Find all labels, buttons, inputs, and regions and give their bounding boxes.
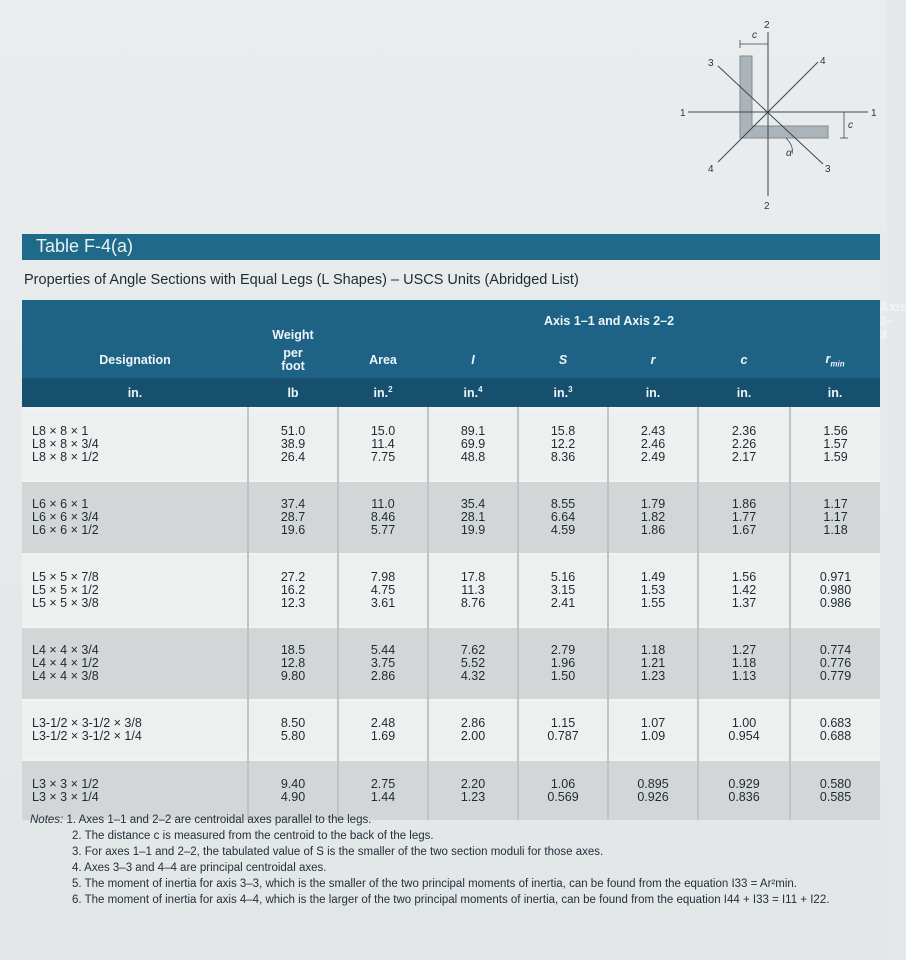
cell-weight: [248, 481, 338, 554]
rmin-value: 1.17: [823, 510, 848, 524]
S-value: 8.55: [550, 497, 576, 511]
diagram-label: 2: [764, 20, 770, 31]
cell-designation: [22, 760, 248, 820]
c-value: 1.37: [731, 596, 757, 610]
cell-c: [698, 481, 790, 554]
weight-value: 4.90: [280, 789, 306, 804]
table-body: [22, 408, 880, 820]
c-value: 0.954: [728, 729, 760, 743]
header-weight-line1: Weight: [272, 328, 314, 342]
area-value: 11.0: [371, 497, 395, 511]
I-value: 2.86: [460, 716, 486, 730]
designation-value: L6 × 6 × 3/4: [32, 510, 99, 524]
header-weight: per foot: [281, 346, 305, 373]
weight-value: 12.3: [280, 596, 306, 610]
diagram-label: 2: [764, 201, 770, 212]
cell-r: [608, 627, 698, 700]
angle-shape: [740, 56, 828, 138]
c-value: 1.56: [731, 570, 757, 584]
weight-value: 26.4: [280, 450, 306, 464]
header-group-axis-1-2: Axis 1–1 and Axis 2–2: [543, 314, 675, 328]
r-value: 1.21: [640, 656, 666, 670]
cell-S: [518, 700, 608, 760]
note-2: 2. The distance c is measured from the centroid to the back of the legs.: [72, 830, 434, 842]
area-value: 3.75: [370, 656, 396, 670]
diagram-label: 3: [708, 58, 714, 69]
cell-S: [518, 627, 608, 700]
area-value: 15.0: [370, 424, 396, 438]
table-row-group: [22, 408, 880, 481]
c-value: 1.18: [731, 656, 757, 670]
cell-S: [518, 554, 608, 627]
I-value: 7.62: [460, 643, 486, 657]
diagram-label: c: [848, 120, 853, 131]
area-value: 5.77: [370, 523, 396, 537]
cell-I: [428, 760, 518, 820]
unit-designation: in.: [127, 385, 143, 400]
cell-area: [338, 627, 428, 700]
designation-value: L5 × 5 × 3/8: [32, 596, 99, 610]
I-value: 11.3: [461, 583, 485, 597]
rmin-value: 0.776: [819, 656, 852, 670]
c-value: 2.26: [731, 437, 757, 451]
cell-c: [698, 554, 790, 627]
cell-I: [428, 408, 518, 481]
diagram-label: 1: [871, 108, 877, 119]
cell-designation: [22, 554, 248, 627]
S-value: 2.79: [550, 643, 576, 657]
weight-value: 9.40: [280, 776, 306, 791]
notes-section: [30, 812, 870, 908]
r-value: 1.07: [640, 716, 666, 730]
rmin-value: 1.56: [823, 424, 848, 438]
cell-rmin: [790, 700, 880, 760]
area-value: 7.75: [370, 450, 396, 464]
table-title-bar: [22, 234, 880, 260]
I-value: 2.20: [460, 776, 486, 791]
weight-value: 8.50: [280, 716, 306, 730]
diagram-label: 1: [680, 108, 686, 119]
I-value: 1.23: [460, 789, 486, 804]
header-rmin: $r_{min}$: [825, 351, 845, 369]
cell-I: [428, 481, 518, 554]
table-row-group: [22, 481, 880, 554]
rmin-value: 1.17: [823, 497, 848, 511]
designation-value: L3 × 3 × 1/4: [32, 789, 99, 804]
r-value: 1.82: [640, 510, 666, 524]
cell-r: [608, 554, 698, 627]
diagram-label: 3: [825, 164, 831, 175]
designation-value: L8 × 8 × 1: [32, 424, 89, 438]
cell-weight: [248, 700, 338, 760]
rmin-value: 0.585: [819, 789, 852, 804]
cell-weight: [248, 408, 338, 481]
unit-c: in.: [736, 385, 752, 400]
designation-value: L3-1/2 × 3-1/2 × 3/8: [32, 716, 142, 730]
S-value: 3.15: [550, 583, 576, 597]
weight-value: 27.2: [280, 570, 306, 584]
r-value: 0.926: [637, 789, 669, 804]
cell-area: [338, 760, 428, 820]
area-value: 2.48: [370, 716, 396, 730]
cell-S: [518, 481, 608, 554]
S-value: 6.64: [550, 510, 576, 524]
area-value: 8.46: [370, 510, 396, 524]
table-subtitle: Properties of Angle Sections with Equal Legs (L Shapes) – USCS Units (Abridged List): [24, 272, 579, 288]
note-6: 6. The moment of inertia for axis 4–4, which is the larger of the two principal moments of inertia, can be found from the equation I44 + I33 = I11 + I22.: [72, 894, 830, 906]
area-value: 1.69: [370, 729, 396, 743]
designation-value: L3 × 3 × 1/2: [32, 776, 99, 791]
I-value: 4.32: [460, 669, 486, 683]
cell-rmin: [790, 408, 880, 481]
cell-c: [698, 627, 790, 700]
unit-area: in.$^2$: [373, 384, 393, 401]
weight-value: 18.5: [280, 643, 306, 657]
r-value: 1.53: [640, 583, 666, 597]
cell-rmin: [790, 554, 880, 627]
S-value: 1.15: [550, 716, 576, 730]
cell-area: [338, 481, 428, 554]
rmin-value: 0.779: [819, 669, 852, 683]
c-value: 0.836: [728, 789, 760, 804]
area-value: 3.61: [370, 596, 396, 610]
area-value: 2.75: [370, 776, 396, 791]
cell-rmin: [790, 627, 880, 700]
I-value: 2.00: [460, 729, 486, 743]
area-value: 5.44: [370, 643, 396, 657]
cell-S: [518, 760, 608, 820]
cell-I: [428, 700, 518, 760]
S-value: 8.36: [550, 450, 576, 464]
rmin-value: 1.18: [823, 523, 848, 537]
I-value: 89.1: [460, 424, 486, 438]
header-c: c: [740, 353, 748, 367]
header-S: S: [558, 353, 568, 367]
cell-weight: [248, 760, 338, 820]
r-value: 1.23: [640, 669, 666, 683]
c-value: 1.86: [731, 497, 757, 511]
area-value: 4.75: [370, 583, 396, 597]
diagram-label: α: [786, 148, 792, 159]
weight-value: 5.80: [280, 729, 306, 743]
cell-area: [338, 554, 428, 627]
r-value: 2.49: [640, 450, 666, 464]
diagram-label: c: [752, 30, 757, 41]
S-value: 2.41: [550, 596, 576, 610]
I-value: 48.8: [460, 450, 486, 464]
table-title: Table F-4(a): [36, 236, 134, 256]
designation-value: L8 × 8 × 1/2: [32, 450, 99, 464]
designation-value: L4 × 4 × 1/2: [32, 656, 99, 670]
weight-value: 9.80: [280, 669, 306, 683]
cell-rmin: [790, 760, 880, 820]
table-row-group: [22, 760, 880, 820]
cell-r: [608, 760, 698, 820]
S-value: 0.787: [547, 729, 579, 743]
note-1: Notes: 1. Axes 1–1 and 2–2 are centroidal axes parallel to the legs.: [30, 814, 372, 826]
diagram-label: 4: [820, 56, 826, 67]
designation-value: L6 × 6 × 1: [32, 497, 89, 511]
unit-S: in.$^3$: [553, 384, 573, 401]
c-value: 1.67: [731, 523, 757, 537]
I-value: 17.8: [460, 570, 486, 584]
header-I: I: [471, 353, 475, 367]
cell-c: [698, 760, 790, 820]
rmin-value: 0.683: [819, 716, 852, 730]
header-designation: Designation: [99, 353, 171, 367]
designation-value: L6 × 6 × 1/2: [32, 523, 99, 537]
rmin-value: 0.986: [819, 596, 852, 610]
cell-designation: [22, 408, 248, 481]
unit-weight: lb: [287, 385, 299, 400]
S-value: 12.2: [550, 437, 576, 451]
unit-rmin: in.: [827, 385, 843, 400]
S-value: 1.96: [550, 656, 576, 670]
S-value: 1.50: [550, 669, 576, 683]
c-value: 1.00: [731, 716, 757, 730]
designation-value: L5 × 5 × 7/8: [32, 570, 99, 584]
r-value: 2.43: [640, 424, 666, 438]
r-value: 1.09: [640, 729, 666, 743]
cell-S: [518, 408, 608, 481]
cell-I: [428, 627, 518, 700]
cell-designation: [22, 627, 248, 700]
designation-value: L8 × 8 × 3/4: [32, 437, 99, 451]
c-value: 1.42: [731, 583, 757, 597]
I-value: 5.52: [460, 656, 486, 670]
c-value: 0.929: [728, 776, 760, 791]
r-value: 2.46: [640, 437, 666, 451]
cell-rmin: [790, 481, 880, 554]
diagram-label: 4: [708, 164, 714, 175]
cell-I: [428, 554, 518, 627]
weight-value: 38.9: [280, 437, 306, 451]
area-value: 11.4: [371, 437, 395, 451]
c-value: 1.27: [731, 643, 757, 657]
cell-area: [338, 408, 428, 481]
cell-designation: [22, 700, 248, 760]
c-value: 2.36: [731, 424, 757, 438]
weight-value: 12.8: [280, 656, 306, 670]
cell-r: [608, 481, 698, 554]
S-value: 15.8: [550, 424, 576, 438]
cell-weight: [248, 627, 338, 700]
I-value: 35.4: [460, 497, 486, 511]
weight-value: 16.2: [280, 583, 306, 597]
angle-section-diagram: [668, 14, 883, 214]
designation-value: L3-1/2 × 3-1/2 × 1/4: [32, 729, 142, 743]
S-value: 0.569: [547, 789, 579, 804]
S-value: 4.59: [550, 523, 576, 537]
cell-c: [698, 700, 790, 760]
I-value: 8.76: [460, 596, 486, 610]
header-r: r: [650, 353, 656, 367]
I-value: 19.9: [460, 523, 486, 537]
rmin-value: 0.971: [819, 570, 852, 584]
r-value: 1.79: [640, 497, 666, 511]
r-value: 1.49: [640, 570, 666, 584]
cell-area: [338, 700, 428, 760]
r-value: 1.18: [640, 643, 666, 657]
I-value: 69.9: [460, 437, 486, 451]
cell-weight: [248, 554, 338, 627]
r-value: 0.895: [637, 776, 669, 791]
area-value: 1.44: [370, 789, 396, 804]
cell-r: [608, 700, 698, 760]
S-value: 5.16: [550, 570, 576, 584]
S-value: 1.06: [550, 776, 576, 791]
I-value: 28.1: [460, 510, 486, 524]
cell-c: [698, 408, 790, 481]
weight-value: 28.7: [280, 510, 306, 524]
rmin-value: 0.774: [819, 643, 852, 657]
header-area: Area: [369, 353, 397, 367]
rmin-value: 0.688: [819, 729, 852, 743]
c-value: 1.13: [731, 669, 757, 683]
designation-value: L4 × 4 × 3/4: [32, 643, 99, 657]
note-3: 3. For axes 1–1 and 2–2, the tabulated value of S is the smaller of the two section moduli for those axes.: [72, 846, 604, 858]
unit-r: in.: [645, 385, 661, 400]
rmin-value: 0.580: [819, 776, 852, 791]
cell-designation: [22, 481, 248, 554]
cell-r: [608, 408, 698, 481]
table-row-group: [22, 554, 880, 627]
note-4: 4. Axes 3–3 and 4–4 are principal centroidal axes.: [72, 862, 327, 874]
weight-value: 19.6: [280, 523, 306, 537]
r-value: 1.55: [640, 596, 666, 610]
weight-value: 37.4: [280, 497, 306, 511]
rmin-value: 1.59: [823, 450, 848, 464]
designation-value: L5 × 5 × 1/2: [32, 583, 99, 597]
weight-value: 51.0: [280, 424, 306, 438]
note-5: 5. The moment of inertia for axis 3–3, which is the smaller of the two principal moments of inertia, can be found from the equation I33 = Ar²min.: [72, 878, 797, 890]
unit-I: in.$^4$: [463, 384, 483, 401]
header-spacer: [338, 300, 428, 342]
area-value: 7.98: [370, 570, 396, 584]
header-spacer: [790, 300, 880, 342]
angle-properties-table: Weight Axis 1–1 and Axis 2–2 Axis 3–3 Designation per foot Area I S r c $r_{min}$ in. lb in.$^2$ in.$^4$ in.$^3$ in. in. in. L8 × 8 × 1 L8 × 8 × 3/4 L8 × 8 × 1/2 51.0 38.9 26.4 15.0 11.4 7.75 89.1 69.9 48.8 15.8 12.2 8.36 2.43 2.46 2.49 2.36 2.26 2.17 1.56 1.57 1.59 L6 × 6 × 1 L6 × 6 × 3/4 L6 × 6 × 1/2 37.4 28.7 19.6 11.0 8.46 5.77 35.4 28.1 19.9 8.55 6.64 4.59 1.79 1.82 1.86 1.86 1.77 1.67 1.17 1.17 1.18 L5 × 5 × 7/8 L5 × 5 × 1/2 L5 × 5 × 3/8 27.2 16.2 12.3 7.98 4.75 3.61 17.8 11.3 8.76 5.16 3.15 2.41 1.49 1.53 1.55 1.56 1.42 1.37 0.971 0.980 0.986 L4 × 4 × 3/4 L4 × 4 × 1/2 L4 × 4 × 3/8 18.5 12.8 9.80 5.44 3.75 2.86 7.62 5.52 4.32 2.79 1.96 1.50 1.18 1.21 1.23 1.27 1.18 1.13 0.774 0.776 0.779 L3-1/2 × 3-1/2 × 3/8 L3-1/2 × 3-1/2 × 1/4 8.50 5.80 2.48 1.69 2.86 2.00 1.15 0.787 1.07 1.09 1.00 0.954 0.683 0.688 L3 × 3 × 1/2 L3 × 3 × 1/4 9.40 4.90 2.75 1.44 2.20 1.23 1.06 0.569 0.895 0.926 0.929 0.836 0.580 0.585: [22, 300, 880, 820]
designation-value: L4 × 4 × 3/8: [32, 669, 99, 683]
table-row-group: [22, 700, 880, 760]
r-value: 1.86: [640, 523, 666, 537]
header-designation-spacer: [22, 300, 248, 342]
c-value: 1.77: [731, 510, 757, 524]
rmin-value: 0.980: [819, 583, 852, 597]
area-value: 2.86: [370, 669, 396, 683]
table-row-group: [22, 627, 880, 700]
rmin-value: 1.57: [823, 437, 848, 451]
c-value: 2.17: [731, 450, 757, 464]
